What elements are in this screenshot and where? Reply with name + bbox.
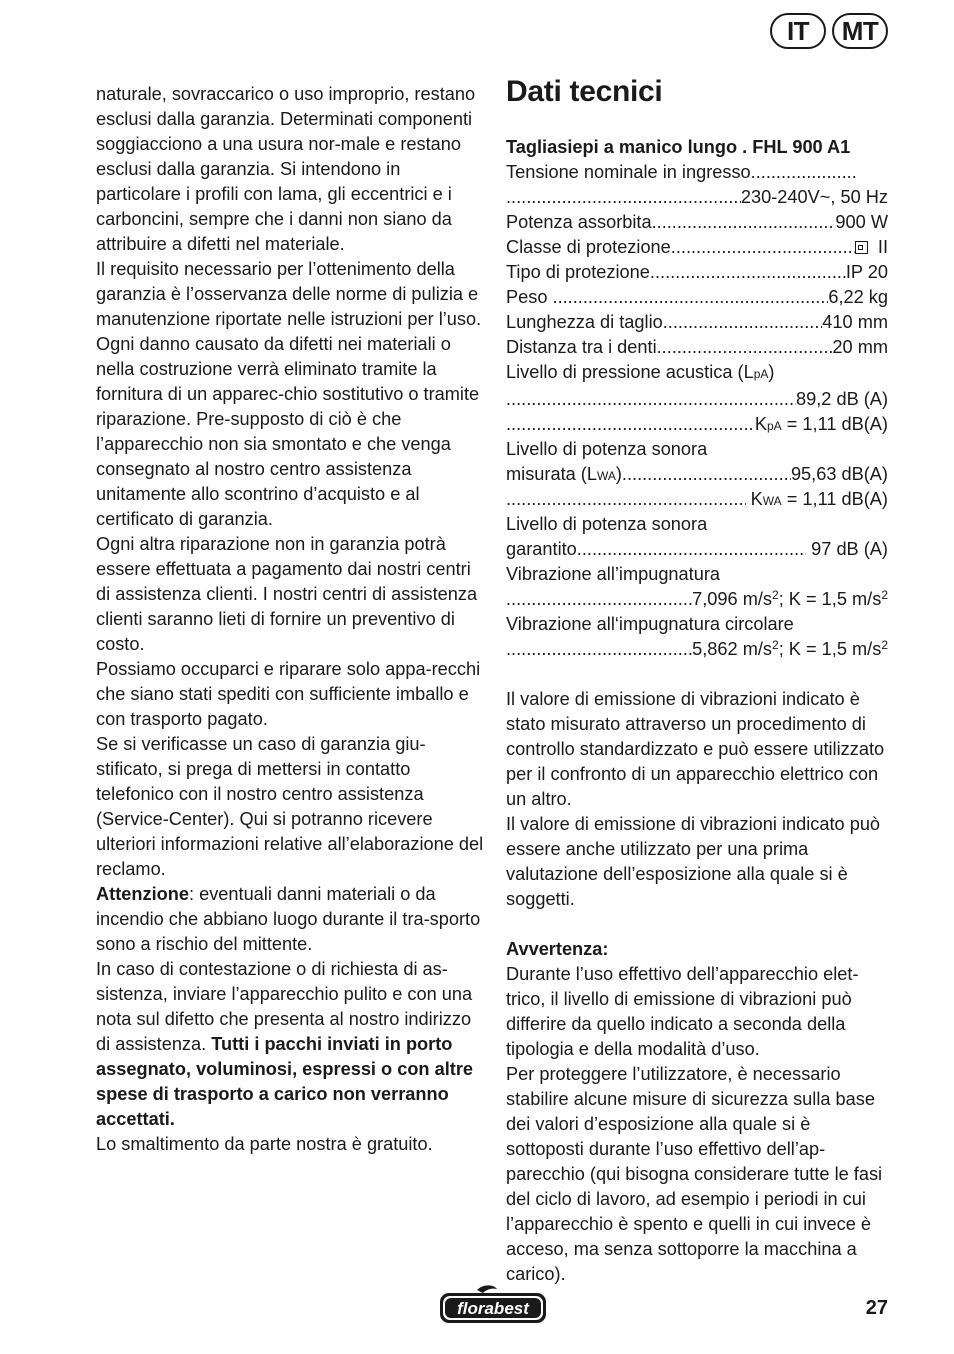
spec-tipo-row (506, 260, 888, 285)
spec-distanza-row (506, 335, 888, 360)
disposal-paragraph: Lo smaltimento da parte nostra è gratuito. (96, 1134, 433, 1154)
spec-distanza-value: 20 mm (832, 337, 888, 357)
spec-classe-row (506, 235, 888, 260)
spec-kwa-value: KWA = 1,11 dB(A) (750, 489, 888, 509)
warning-heading: Avvertenza: (506, 939, 609, 959)
spec-kwa-row (506, 487, 888, 512)
attention-text: : eventuali danni materiali o da incendio che abbiano luogo durante il tra-sporto sono a rischio del mittente. (96, 884, 481, 954)
spec-potenza-sonora-label: Livello di potenza sonora (506, 439, 708, 459)
page-number: 27 (865, 1297, 888, 1319)
returns-paragraph (96, 957, 486, 1132)
spec-misurata-label: misurata (LWA) (506, 464, 622, 484)
attention-paragraph (96, 882, 486, 957)
spec-classe-value: II (877, 237, 888, 257)
svg-text:florabest: florabest (457, 1299, 529, 1318)
spec-potenza-sonora-label-2: Livello di potenza sonora (506, 514, 708, 534)
warranty-exclusions-paragraph: naturale, sovraccarico o uso improprio, restano esclusi dalla garanzia. Determinati componenti soggiacciono a una usura nor-male e restano esclusi dalla garanzia. Si intendono in particolare i profili con lama, gli eccentrici e i carboncini, sempre che i danni non siano da attribuire a difetti nel materiale. (96, 84, 476, 254)
spec-pressione-value-row (506, 387, 888, 412)
spec-potenza-value: 900 W (835, 212, 888, 232)
service-center-paragraph: Se si verificasse un caso di garanzia giu-stificato, si prega di mettersi in contatto telefonico con il nostro centro assistenza (Service-Center). Qui si potranno ricevere ulteriori informazioni relative all’elaborazione del reclamo. (96, 734, 484, 879)
returns-text: In caso di contestazione o di richiesta di as-sistenza, inviare l’apparecchio pulito e con una nota sul difetto che presenta al nostro indirizzo di assistenza. (96, 959, 473, 1054)
spec-tensione-value-row (506, 185, 888, 210)
spec-peso-label: Peso (506, 287, 553, 307)
spec-vibr-impugnatura-label: Vibrazione all’impugnatura (506, 564, 721, 584)
section-title: Dati tecnici (506, 75, 663, 108)
spec-lunghezza-value: 410 mm (822, 312, 888, 332)
spec-vibr2-value: 5,862 $m/s^2$; K = 1,5 $m/s^2$ (692, 638, 888, 659)
attention-label: Attenzione (96, 884, 189, 904)
spec-tipo-value: IP 20 (845, 262, 888, 282)
spec-tensione-label: Tensione nominale in ingresso..................... (506, 162, 857, 182)
spec-potenza-row (506, 210, 888, 235)
paid-repairs-paragraph: Ogni altra riparazione non in garanzia potrà essere effettuata a pagamento dai nostri centri di assistenza clienti. I nostri centri di assistenza clienti saranno lieti di fornire un preventivo di costo. (96, 534, 478, 654)
shipping-paragraph: Possiamo occuparci e riparare solo appa-recchi che siano stati spediti con sufficiente imballo e con trasporto pagato. (96, 659, 481, 729)
spec-tipo-label: Tipo di protezione (506, 262, 650, 282)
language-badges (770, 13, 888, 49)
vibration-measurement-paragraph: Il valore di emissione di vibrazioni indicato è stato misurato attraverso un procedimento di controllo standardizzato e può essere utilizzato per il confronto di un apparecchio elettrico con un altro. (506, 689, 885, 809)
returns-warning: Tutti i pacchi inviati in porto assegnato, voluminosi, espressi o con altre spese di trasporto a carico non verranno accettati. (96, 1034, 474, 1129)
florabest-logo-graphic (437, 1284, 549, 1326)
spec-pressione-value: 89,2 dB (A) (796, 389, 888, 409)
spec-garantito-value: 97 dB (A) (806, 539, 888, 559)
spec-lunghezza-row (506, 310, 888, 335)
warning-paragraph-2: Per proteggere l’utilizzatore, è necessario stabilire alcune misure di sicurezza sulla base dei valori d’esposizione alla quale si è sottoposti durante l’uso effettivo dell’ap-parecchio (qui bisogna considerare tutte le fasi del ciclo di lavoro, ad esempio i periodi in cui l’apparecchio è spento e quelli in cui invece è acceso, ma senza sottoporre la macchina a carico). (506, 1064, 883, 1284)
spec-vibr2-row (506, 637, 888, 662)
spec-distanza-label: Distanza tra i denti (506, 337, 657, 357)
spec-peso-value: 6,22 kg (828, 287, 888, 307)
warning-paragraph-1: Durante l’uso effettivo dell’apparecchio elet-trico, il livello di emissione di vibrazioni può differire da quello indicato a seconda della tipologia e della modalità d’uso. (506, 964, 859, 1059)
spec-potenza-label: Potenza assorbita (506, 212, 652, 232)
spec-classe-label: Classe di protezione (506, 237, 671, 257)
warranty-requirements-paragraph: Il requisito necessario per l’ottenimento della garanzia è l’osservanza delle norme di pulizia e manutenzione riportate nelle istruzioni per l’uso. Ogni danno causato da difetti nei materiali o nella costruzione verrà eliminato tramite la fornitura di un apparec-chio sostitutivo o tramite riparazione. Pre-supposto di ciò è che l’apparecchio non sia smontato e che venga consegnato al nostro centro assistenza unitamente allo scontrino d’acquisto e al certificato di garanzia. (96, 259, 482, 529)
spec-kpa-value: KpA = 1,11 dB(A) (754, 414, 888, 434)
spec-heading: Tagliasiepi a manico lungo . FHL 900 A1 (506, 137, 851, 157)
spec-lunghezza-label: Lunghezza di taglio (506, 312, 663, 332)
protection-class-icon (855, 241, 868, 254)
spec-pressione-label: Livello di pressione acustica (LpA) (506, 362, 775, 382)
spec-vibr1-row (506, 587, 888, 612)
spec-peso-row (506, 285, 888, 310)
left-column (96, 82, 486, 1157)
spec-tensione-value: 230-240V~, 50 Hz (740, 187, 888, 207)
spec-misurata-value: 95,63 dB(A) (790, 464, 888, 484)
spec-misurata-row (506, 462, 888, 487)
lang-badge-mt: MT (832, 13, 888, 49)
spec-kpa-row (506, 412, 888, 437)
spec-garantito-row (506, 537, 888, 562)
vibration-exposure-paragraph: Il valore di emissione di vibrazioni indicato può essere anche utilizzato per una prima valutazione dell’esposizione alla quale si è soggetti. (506, 814, 881, 909)
right-column (506, 72, 888, 1287)
spec-garantito-label: garantito (506, 539, 577, 559)
spec-vibr1-value: 7,096 $m/s^2$; K = 1,5 $m/s^2$ (692, 588, 888, 609)
spec-vibr-circolare-label: Vibrazione all‘impugnatura circolare (506, 614, 794, 634)
florabest-logo (437, 1284, 549, 1331)
lang-badge-it: IT (770, 13, 826, 49)
